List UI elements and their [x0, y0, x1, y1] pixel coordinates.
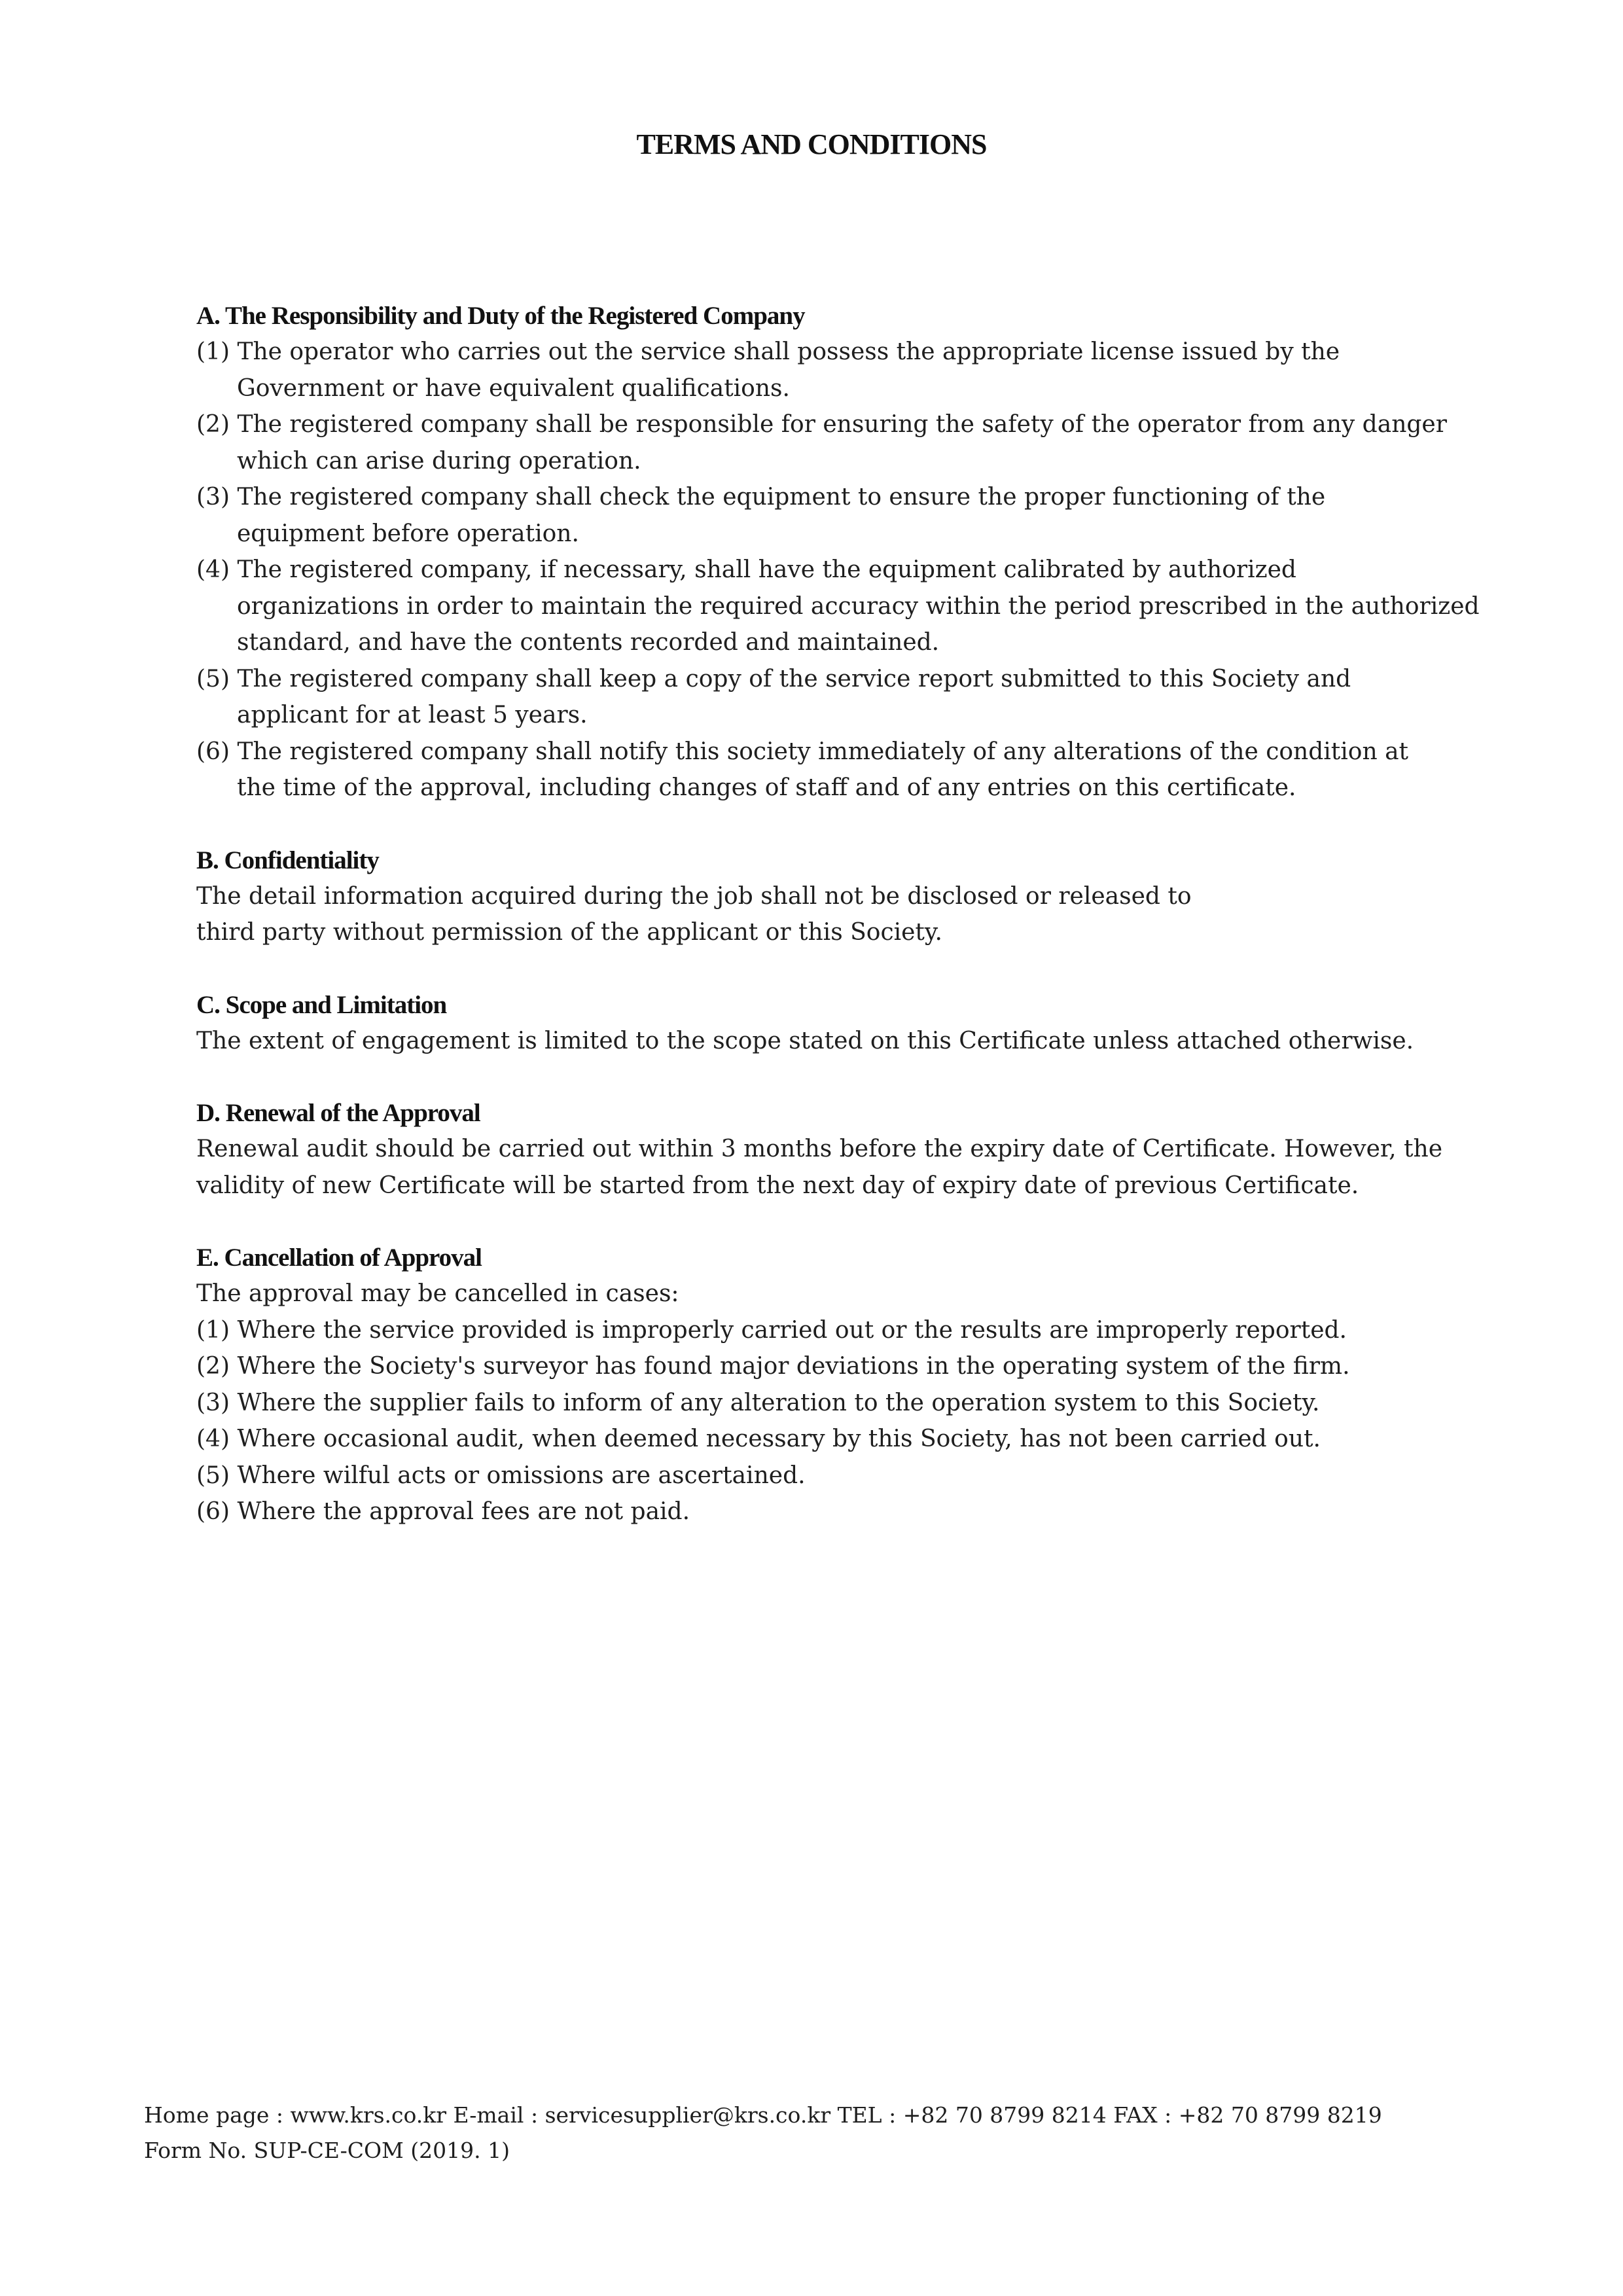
section-c-heading: C. Scope and Limitation	[196, 990, 447, 1019]
document-body	[196, 298, 1479, 1530]
section-b-heading: B. Confidentiality	[196, 846, 379, 874]
list-item	[196, 734, 1479, 806]
section-d-text	[196, 1131, 1479, 1204]
list-item	[196, 661, 1479, 734]
list-item	[196, 479, 1479, 552]
section-b-text	[196, 878, 1479, 951]
section-c-text	[196, 1023, 1479, 1060]
list-item: (4) Where occasional audit, when deemed necessary by this Society, has not been carried out.	[196, 1426, 1321, 1452]
list-item: (1) Where the service provided is improperly carried out or the results are improperly reported.	[196, 1316, 1347, 1344]
list-item: (6) Where the approval fees are not paid.	[196, 1498, 690, 1525]
footer-form-number: Form No. SUP-CE-COM (2019. 1)	[144, 2138, 510, 2163]
list-item-line: the time of the approval, including changes of staff and of any entries on this certificate.	[237, 774, 1296, 801]
section-e-text	[196, 1276, 1479, 1530]
list-item	[196, 552, 1479, 661]
paragraph-line: The extent of engagement is limited to the scope stated on this Certificate unless attached otherwise.	[196, 1027, 1414, 1054]
section-a-list	[196, 334, 1479, 806]
list-item-line: (5) The registered company shall keep a copy of the service report submitted to this Society and	[196, 665, 1351, 692]
list-item-line: (3) The registered company shall check the equipment to ensure the proper functioning of the	[196, 484, 1326, 511]
list-item-line: organizations in order to maintain the required accuracy within the period prescribed in the authorized	[237, 592, 1480, 620]
section-a-heading: A. The Responsibility and Duty of the Registered Company	[196, 302, 805, 330]
paragraph-line: validity of new Certificate will be started from the next day of expiry date of previous Certificate.	[196, 1172, 1359, 1199]
list-item-line: (2) The registered company shall be responsible for ensuring the safety of the operator from any danger	[196, 411, 1447, 438]
list-item	[196, 334, 1479, 406]
list-item-line: equipment before operation.	[237, 520, 579, 547]
list-item: (3) Where the supplier fails to inform of any alteration to the operation system to this Society.	[196, 1389, 1320, 1416]
section-d-heading: D. Renewal of the Approval	[196, 1099, 480, 1127]
list-item-line: (4) The registered company, if necessary, shall have the equipment calibrated by authorized	[196, 556, 1296, 583]
list-item-line: (1) The operator who carries out the service shall possess the appropriate license issued by the	[196, 338, 1340, 365]
list-item-line: standard, and have the contents recorded and maintained.	[237, 629, 940, 656]
paragraph-line: The detail information acquired during the job shall not be disclosed or released to	[196, 882, 1192, 910]
page-title: TERMS AND CONDITIONS	[636, 128, 987, 160]
list-item: (5) Where wilful acts or omissions are ascertained.	[196, 1462, 806, 1489]
list-item-line: applicant for at least 5 years.	[237, 702, 588, 728]
footer-contact: Home page : www.krs.co.kr E-mail : servicesupplier@krs.co.kr TEL : +82 70 8799 8214 FAX : +82 70 8799 8219	[144, 2102, 1382, 2128]
paragraph-line: The approval may be cancelled in cases:	[196, 1280, 679, 1307]
list-item: (2) Where the Society's surveyor has found major deviations in the operating system of the firm.	[196, 1353, 1350, 1380]
page-footer	[144, 2098, 1518, 2168]
section-e-heading: E. Cancellation of Approval	[196, 1244, 482, 1272]
list-item-line: Government or have equivalent qualifications.	[237, 374, 790, 402]
list-item-line: which can arise during operation.	[237, 447, 641, 475]
list-item	[196, 406, 1479, 479]
list-item-line: (6) The registered company shall notify this society immediately of any alterations of the condition at	[196, 738, 1409, 765]
paragraph-line: third party without permission of the applicant or this Society.	[196, 919, 942, 946]
paragraph-line: Renewal audit should be carried out within 3 months before the expiry date of Certificate. However, the	[196, 1136, 1443, 1162]
